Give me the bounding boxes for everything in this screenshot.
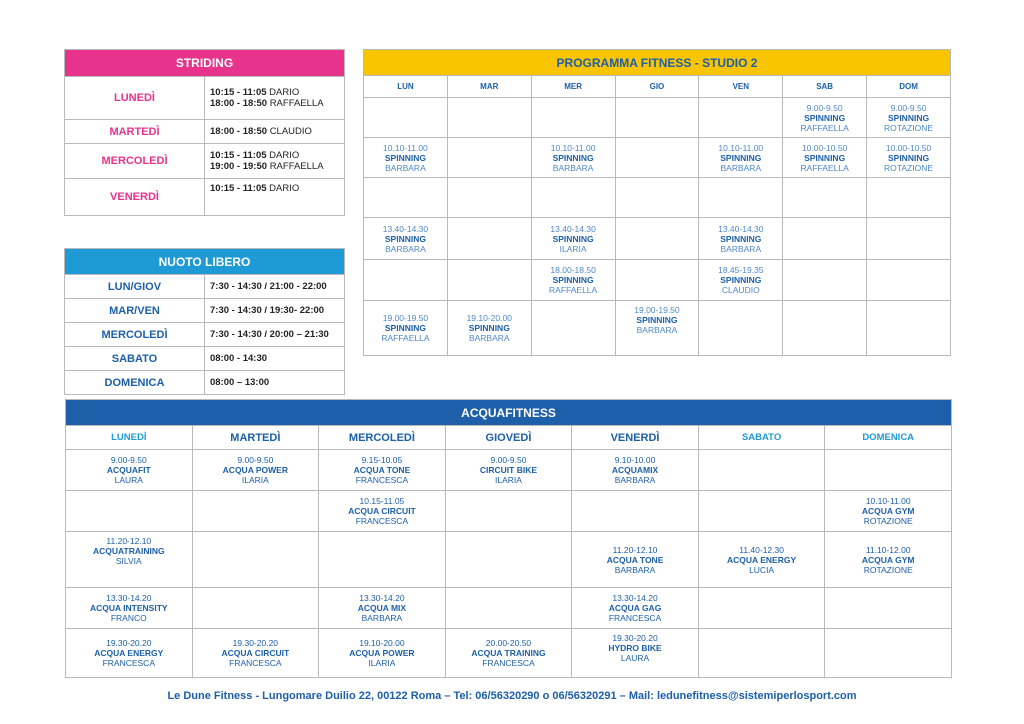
class-activity: SPINNING — [552, 152, 594, 163]
class-activity: ACQUA CIRCUIT — [221, 648, 290, 658]
class-instructor: ROTAZIONE — [863, 564, 913, 575]
class-activity: ACQUAMIX — [611, 465, 659, 475]
empty-cell — [319, 532, 446, 588]
empty-cell — [615, 138, 699, 178]
slot-time: 18:00 - 18:50 — [210, 98, 268, 109]
striding-body — [65, 77, 345, 216]
striding-title: STRIDING — [65, 50, 345, 77]
striding-slot — [210, 98, 339, 109]
nuoto-day: LUN/GIOV — [65, 275, 205, 299]
empty-cell — [615, 218, 699, 260]
table-row — [364, 301, 951, 356]
day-header: LUN — [364, 76, 448, 98]
class-time: 11.10-12.00 — [865, 544, 911, 555]
empty-cell — [447, 218, 531, 260]
class-activity: ACQUA TONE — [353, 465, 411, 475]
class-activity: ACQUA POWER — [349, 648, 415, 658]
class-instructor: FRANCESCA — [482, 658, 535, 668]
class-time: 9.10-10.00 — [614, 455, 656, 465]
class-activity: ACQUA MIX — [357, 603, 407, 613]
class-cell — [364, 301, 448, 356]
empty-cell — [447, 138, 531, 178]
class-cell — [867, 98, 951, 138]
class-time: 13.40-14.30 — [718, 223, 764, 234]
nuoto-day: MAR/VEN — [65, 299, 205, 323]
class-instructor: FRANCESCA — [229, 658, 282, 668]
table-row — [65, 144, 345, 179]
empty-cell — [364, 98, 448, 138]
class-time: 9.00-9.50 — [806, 102, 843, 113]
slot-instructor: DARIO — [269, 87, 300, 98]
class-activity: SPINNING — [636, 315, 678, 325]
table-row — [364, 138, 951, 178]
empty-cell — [445, 588, 572, 629]
class-time: 10.10-11.00 — [718, 142, 764, 153]
empty-cell — [783, 218, 867, 260]
class-time: 10.15-11.05 — [359, 496, 405, 506]
empty-cell — [447, 98, 531, 138]
class-cell — [572, 588, 699, 629]
class-cell — [364, 138, 448, 178]
studio-title: PROGRAMMA FITNESS - STUDIO 2 — [364, 50, 951, 76]
empty-cell — [698, 491, 825, 532]
day-header: DOMENICA — [825, 426, 952, 450]
class-time: 10.10-11.00 — [865, 496, 911, 506]
slot-instructor: DARIO — [269, 150, 300, 161]
day-header: MARTEDÌ — [192, 426, 319, 450]
nuoto-libero-table — [64, 248, 345, 395]
class-cell — [867, 138, 951, 178]
class-cell — [699, 218, 783, 260]
class-cell — [319, 491, 446, 532]
striding-slot — [210, 87, 339, 98]
day-header: MAR — [447, 76, 531, 98]
empty-cell — [783, 178, 867, 218]
class-cell — [192, 450, 319, 491]
class-activity: ACQUA INTENSITY — [89, 603, 168, 613]
class-instructor: CLAUDIO — [721, 285, 760, 295]
class-cell — [445, 629, 572, 678]
class-instructor: FRANCESCA — [355, 516, 409, 526]
empty-cell — [445, 532, 572, 588]
striding-slots — [205, 120, 345, 144]
class-cell — [615, 301, 699, 356]
empty-cell — [615, 98, 699, 138]
day-header: GIOVEDÌ — [445, 426, 572, 450]
class-time: 9.00-9.50 — [490, 455, 527, 465]
empty-cell — [192, 491, 319, 532]
class-cell — [531, 138, 615, 178]
class-instructor: LAURA — [620, 653, 650, 663]
class-cell — [531, 218, 615, 260]
day-header: GIO — [615, 76, 699, 98]
class-time: 13.40-14.30 — [550, 223, 596, 234]
class-instructor: ROTAZIONE — [884, 162, 934, 173]
class-instructor: FRANCESCA — [608, 613, 662, 623]
nuoto-libero-title: NUOTO LIBERO — [65, 249, 345, 275]
acquafitness-title: ACQUAFITNESS — [66, 400, 952, 426]
nuoto-day: SABATO — [65, 347, 205, 371]
class-time: 19.00-19.50 — [634, 305, 680, 315]
class-activity: ACQUA GYM — [861, 554, 915, 565]
class-instructor: BARBARA — [552, 162, 594, 173]
empty-cell — [867, 178, 951, 218]
empty-cell — [867, 260, 951, 301]
class-cell — [66, 588, 193, 629]
class-instructor: LAURA — [114, 475, 143, 485]
class-cell — [192, 629, 319, 678]
class-instructor: RAFFAELLA — [549, 285, 598, 295]
empty-cell — [783, 301, 867, 356]
nuoto-hours: 08:00 - 14:30 — [205, 347, 345, 371]
empty-cell — [783, 260, 867, 301]
striding-slots — [205, 144, 345, 179]
class-instructor: LUCIA — [749, 564, 775, 575]
class-cell — [699, 138, 783, 178]
class-time: 11.40-12.30 — [739, 544, 784, 555]
class-activity: SPINNING — [804, 112, 846, 123]
class-time: 10.10-11.00 — [383, 142, 428, 153]
empty-cell — [192, 532, 319, 588]
day-header: DOM — [867, 76, 951, 98]
table-row — [65, 275, 345, 299]
empty-cell — [698, 450, 825, 491]
slot-instructor: RAFFAELLA — [269, 161, 324, 172]
class-cell — [572, 629, 699, 678]
class-time: 11.20-12.10 — [106, 536, 152, 546]
class-instructor: BARBARA — [720, 243, 762, 254]
table-row — [65, 120, 345, 144]
class-activity: SPINNING — [720, 275, 762, 285]
class-instructor: ILARIA — [495, 475, 522, 485]
class-instructor: BARBARA — [468, 333, 510, 343]
table-row — [364, 260, 951, 301]
slot-instructor: CLAUDIO — [269, 126, 312, 137]
class-cell — [783, 98, 867, 138]
class-cell — [319, 450, 446, 491]
empty-cell — [192, 588, 319, 629]
slot-time: 19:00 - 19:50 — [210, 161, 268, 172]
nuoto-hours: 7:30 - 14:30 / 21:00 - 22:00 — [205, 275, 345, 299]
empty-cell — [531, 98, 615, 138]
nuoto-hours: 7:30 - 14:30 / 19:30- 22:00 — [205, 299, 345, 323]
class-time: 10.10-11.00 — [550, 142, 596, 153]
class-time: 9.00-9.50 — [110, 455, 147, 465]
empty-cell — [699, 98, 783, 138]
acquafitness-body — [66, 450, 952, 678]
class-cell — [699, 260, 783, 301]
class-activity: SPINNING — [887, 112, 930, 123]
table-row — [65, 77, 345, 120]
empty-cell — [867, 301, 951, 356]
class-time: 13.30-14.20 — [106, 593, 152, 603]
class-time: 11.20-12.10 — [612, 544, 658, 555]
table-row — [66, 629, 952, 678]
day-header: VENERDÌ — [572, 426, 699, 450]
empty-cell — [615, 260, 699, 301]
class-activity: SPINNING — [887, 152, 930, 163]
nuoto-day: MERCOLEDÌ — [65, 323, 205, 347]
class-cell — [66, 450, 193, 491]
class-instructor: ROTAZIONE — [863, 516, 913, 526]
class-instructor: BARBARA — [614, 475, 656, 485]
class-activity: ACQUA GAG — [608, 603, 662, 613]
table-row — [66, 491, 952, 532]
class-cell — [364, 218, 448, 260]
studio-body — [364, 98, 951, 356]
class-cell — [319, 588, 446, 629]
nuoto-hours: 7:30 - 14:30 / 20:00 – 21:30 — [205, 323, 345, 347]
empty-cell — [531, 301, 615, 356]
class-instructor: BARBARA — [385, 162, 426, 173]
class-activity: ACQUATRAINING — [92, 546, 165, 556]
table-row — [66, 532, 952, 588]
class-activity: SPINNING — [720, 152, 762, 163]
class-activity: ACQUA TONE — [606, 554, 664, 565]
class-cell — [445, 450, 572, 491]
class-time: 19.10-20.00 — [359, 638, 405, 648]
table-row — [65, 299, 345, 323]
striding-table — [64, 49, 345, 216]
class-cell — [319, 629, 446, 678]
slot-time: 18:00 - 18:50 — [210, 126, 268, 137]
class-cell — [825, 491, 952, 532]
striding-day: VENERDÌ — [65, 179, 205, 216]
studio-day-headers — [364, 76, 951, 98]
class-time: 13.30-14.20 — [612, 593, 658, 603]
acquafitness-day-headers — [66, 426, 952, 450]
class-time: 20.00-20.50 — [485, 638, 532, 648]
class-time: 18.00-18.50 — [550, 265, 596, 275]
class-activity: ACQUAFIT — [106, 465, 151, 475]
class-time: 19.30-20.20 — [612, 633, 658, 643]
table-row — [66, 450, 952, 491]
day-header: LUNEDÌ — [66, 426, 193, 450]
empty-cell — [825, 629, 952, 678]
class-instructor: RAFFAELLA — [800, 122, 849, 133]
class-activity: SPINNING — [384, 323, 426, 333]
day-header: MER — [531, 76, 615, 98]
nuoto-hours: 08:00 – 13:00 — [205, 371, 345, 395]
class-time: 13.30-14.20 — [359, 593, 405, 603]
slot-instructor: DARIO — [269, 183, 300, 194]
class-instructor: BARBARA — [614, 564, 656, 575]
class-activity: ACQUA CIRCUIT — [348, 506, 416, 516]
class-time: 9.00-9.50 — [890, 102, 927, 113]
class-instructor: ILARIA — [368, 658, 396, 668]
class-activity: SPINNING — [552, 275, 594, 285]
class-instructor: ROTAZIONE — [884, 122, 934, 133]
class-instructor: ILARIA — [559, 243, 587, 254]
class-time: 19.30-20.20 — [232, 638, 279, 648]
table-row — [65, 179, 345, 216]
acquafitness-table — [65, 399, 952, 678]
striding-day: MARTEDÌ — [65, 120, 205, 144]
table-row — [65, 347, 345, 371]
class-activity: ACQUA ENERGY — [94, 648, 164, 658]
class-cell — [825, 532, 952, 588]
slot-time: 10:15 - 11:05 — [210, 183, 267, 194]
studio-table — [363, 49, 951, 356]
class-cell — [531, 260, 615, 301]
class-activity: ACQUA POWER — [222, 465, 288, 475]
table-row — [364, 98, 951, 138]
class-time: 18.45-19.35 — [718, 265, 764, 275]
empty-cell — [531, 178, 615, 218]
class-time: 19.30-20.20 — [106, 638, 152, 648]
class-instructor: BARBARA — [361, 613, 403, 623]
class-time: 9.00-9.50 — [237, 455, 274, 465]
class-time: 19.10-20.00 — [466, 313, 512, 323]
class-activity: SPINNING — [804, 152, 846, 163]
class-time: 19.00-19.50 — [382, 313, 429, 323]
class-activity: SPINNING — [720, 233, 762, 244]
striding-slot — [210, 126, 339, 137]
nuoto-day: DOMENICA — [65, 371, 205, 395]
striding-slot — [210, 183, 339, 194]
slot-instructor: RAFFAELLA — [269, 98, 324, 109]
striding-day: LUNEDÌ — [65, 77, 205, 120]
class-activity: ACQUA TRAINING — [471, 648, 546, 658]
striding-day: MERCOLEDÌ — [65, 144, 205, 179]
class-time: 9.15-10.05 — [361, 455, 403, 465]
empty-cell — [867, 218, 951, 260]
class-instructor: RAFFAELLA — [381, 333, 430, 343]
class-activity: SPINNING — [384, 152, 426, 163]
class-instructor: BARBARA — [720, 162, 762, 173]
class-activity: ACQUA ENERGY — [727, 554, 797, 565]
nuoto-libero-body — [65, 275, 345, 395]
slot-time: 10:15 - 11:05 — [210, 150, 267, 161]
table-row — [364, 178, 951, 218]
slot-time: 10:15 - 11:05 — [210, 87, 267, 98]
table-row — [65, 371, 345, 395]
class-activity: SPINNING — [384, 233, 426, 244]
empty-cell — [66, 491, 193, 532]
class-activity: SPINNING — [468, 323, 510, 333]
empty-cell — [698, 629, 825, 678]
class-time: 10.00-10.50 — [885, 142, 932, 153]
striding-slot — [210, 161, 339, 172]
footer-contact: Le Dune Fitness - Lungomare Duilio 22, 00122 Roma – Tel: 06/56320290 o 06/56320291 – Mail: ledunefitness@sistemiperlosport.com — [167, 690, 857, 702]
class-instructor: SILVIA — [115, 556, 142, 566]
class-cell — [572, 450, 699, 491]
table-row — [65, 323, 345, 347]
empty-cell — [364, 178, 448, 218]
striding-slot — [210, 150, 339, 161]
empty-cell — [572, 491, 699, 532]
day-header: VEN — [699, 76, 783, 98]
empty-cell — [445, 491, 572, 532]
class-instructor: ILARIA — [241, 475, 269, 485]
empty-cell — [699, 178, 783, 218]
empty-cell — [825, 588, 952, 629]
class-cell — [698, 532, 825, 588]
striding-slots — [205, 77, 345, 120]
day-header: MERCOLEDÌ — [319, 426, 446, 450]
class-instructor: FRANCESCA — [355, 475, 409, 485]
class-time: 13.40-14.30 — [382, 223, 429, 234]
table-row — [66, 588, 952, 629]
class-instructor: BARBARA — [385, 243, 426, 254]
class-time: 10.00-10.50 — [801, 142, 848, 153]
class-cell — [447, 301, 531, 356]
day-header: SABATO — [698, 426, 825, 450]
empty-cell — [698, 588, 825, 629]
empty-cell — [364, 260, 448, 301]
day-header: SAB — [783, 76, 867, 98]
empty-cell — [825, 450, 952, 491]
class-instructor: FRANCO — [110, 613, 147, 623]
class-activity: SPINNING — [552, 233, 594, 244]
class-cell — [572, 532, 699, 588]
empty-cell — [447, 260, 531, 301]
class-instructor: RAFFAELLA — [800, 162, 849, 173]
class-cell — [783, 138, 867, 178]
table-row — [364, 218, 951, 260]
striding-slots — [205, 179, 345, 216]
empty-cell — [447, 178, 531, 218]
class-activity: CIRCUIT BIKE — [479, 465, 538, 475]
class-cell — [66, 532, 193, 588]
empty-cell — [699, 301, 783, 356]
class-cell — [66, 629, 193, 678]
class-activity: HYDRO BIKE — [608, 643, 662, 653]
class-instructor: FRANCESCA — [102, 658, 155, 668]
class-activity: ACQUA GYM — [861, 506, 915, 516]
empty-cell — [615, 178, 699, 218]
class-instructor: BARBARA — [636, 325, 678, 335]
